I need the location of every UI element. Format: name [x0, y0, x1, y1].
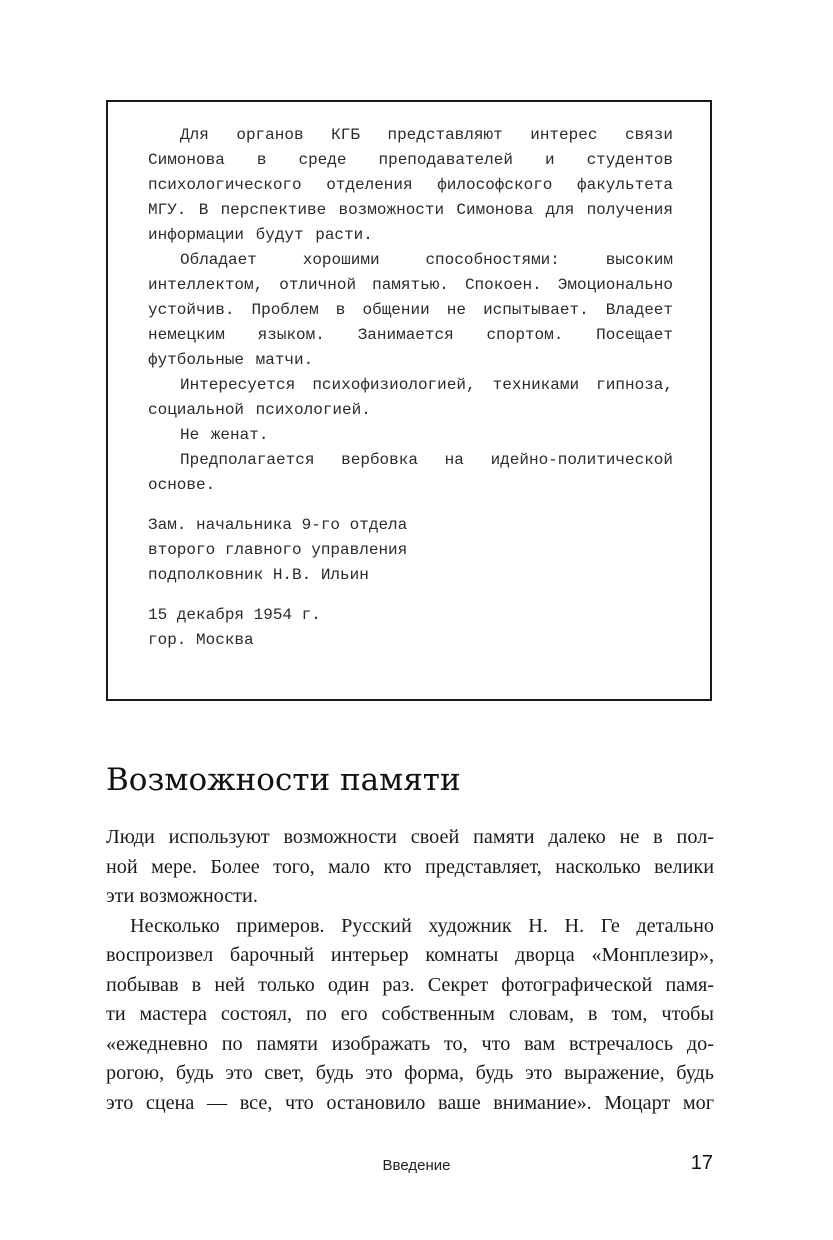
body-text [106, 823, 714, 1118]
typed-document-box [106, 100, 712, 701]
document-date: 15 декабря 1954 г. [148, 606, 321, 624]
body-line: Несколько примеров. Русский художник Н. Н. Ге детально [130, 914, 714, 937]
section-heading: Возможности памяти [106, 762, 461, 798]
typed-paragraph: Обладает хорошими способностями: высоким интеллектом, отличной памятью. Спокоен. Эмоционально устойчив. Проблем в общении не испытывает. Владеет немецким языком. Занимается спортом. Посещает футбольные матчи. [148, 251, 673, 369]
signature-line: подполковник Н.В. Ильин [148, 566, 369, 584]
typed-paragraph: Не женат. [180, 426, 269, 444]
signature-line: второго главного управления [148, 541, 408, 559]
running-footer-section: Введение [382, 1157, 451, 1174]
body-line: эти возможности. [106, 885, 258, 907]
body-line: побывав в ней только один раз. Секрет фотографической памя- [106, 973, 714, 996]
body-line: Люди используют возможности своей памяти далеко не в пол- [106, 826, 714, 848]
page-number: 17 [690, 1152, 713, 1174]
body-line: это сцена — все, что остановило ваше внимание». Моцарт мог [106, 1091, 714, 1114]
typed-paragraph: Для органов КГБ представляют интерес связи Симонова в среде преподавателей и студентов психологического отделения философского факультета МГУ. В перспективе возможности Симонова для получения информации будут расти. [148, 126, 673, 244]
typed-document-text [148, 123, 673, 653]
typed-paragraph: Предполагается вербовка на идейно-политической основе. [148, 451, 673, 494]
body-line: воспроизвел барочный интерьер комнаты дворца «Монплезир», [106, 944, 714, 966]
signature-line: Зам. начальника 9-го отдела [148, 516, 408, 534]
body-line: ти мастера состоял, по его собственным словам, в том, чтобы [106, 1003, 714, 1025]
body-line: «ежедневно по памяти изображать то, что вам встречалось до- [106, 1032, 714, 1055]
body-line: рогою, будь это свет, будь это форма, будь это выражение, будь [106, 1062, 714, 1084]
document-place: гор. Москва [148, 631, 254, 649]
body-line: ной мере. Более того, мало кто представляет, насколько велики [106, 855, 714, 878]
typed-paragraph: Интересуется психофизиологией, техниками гипноза, социальной психологией. [148, 376, 673, 419]
